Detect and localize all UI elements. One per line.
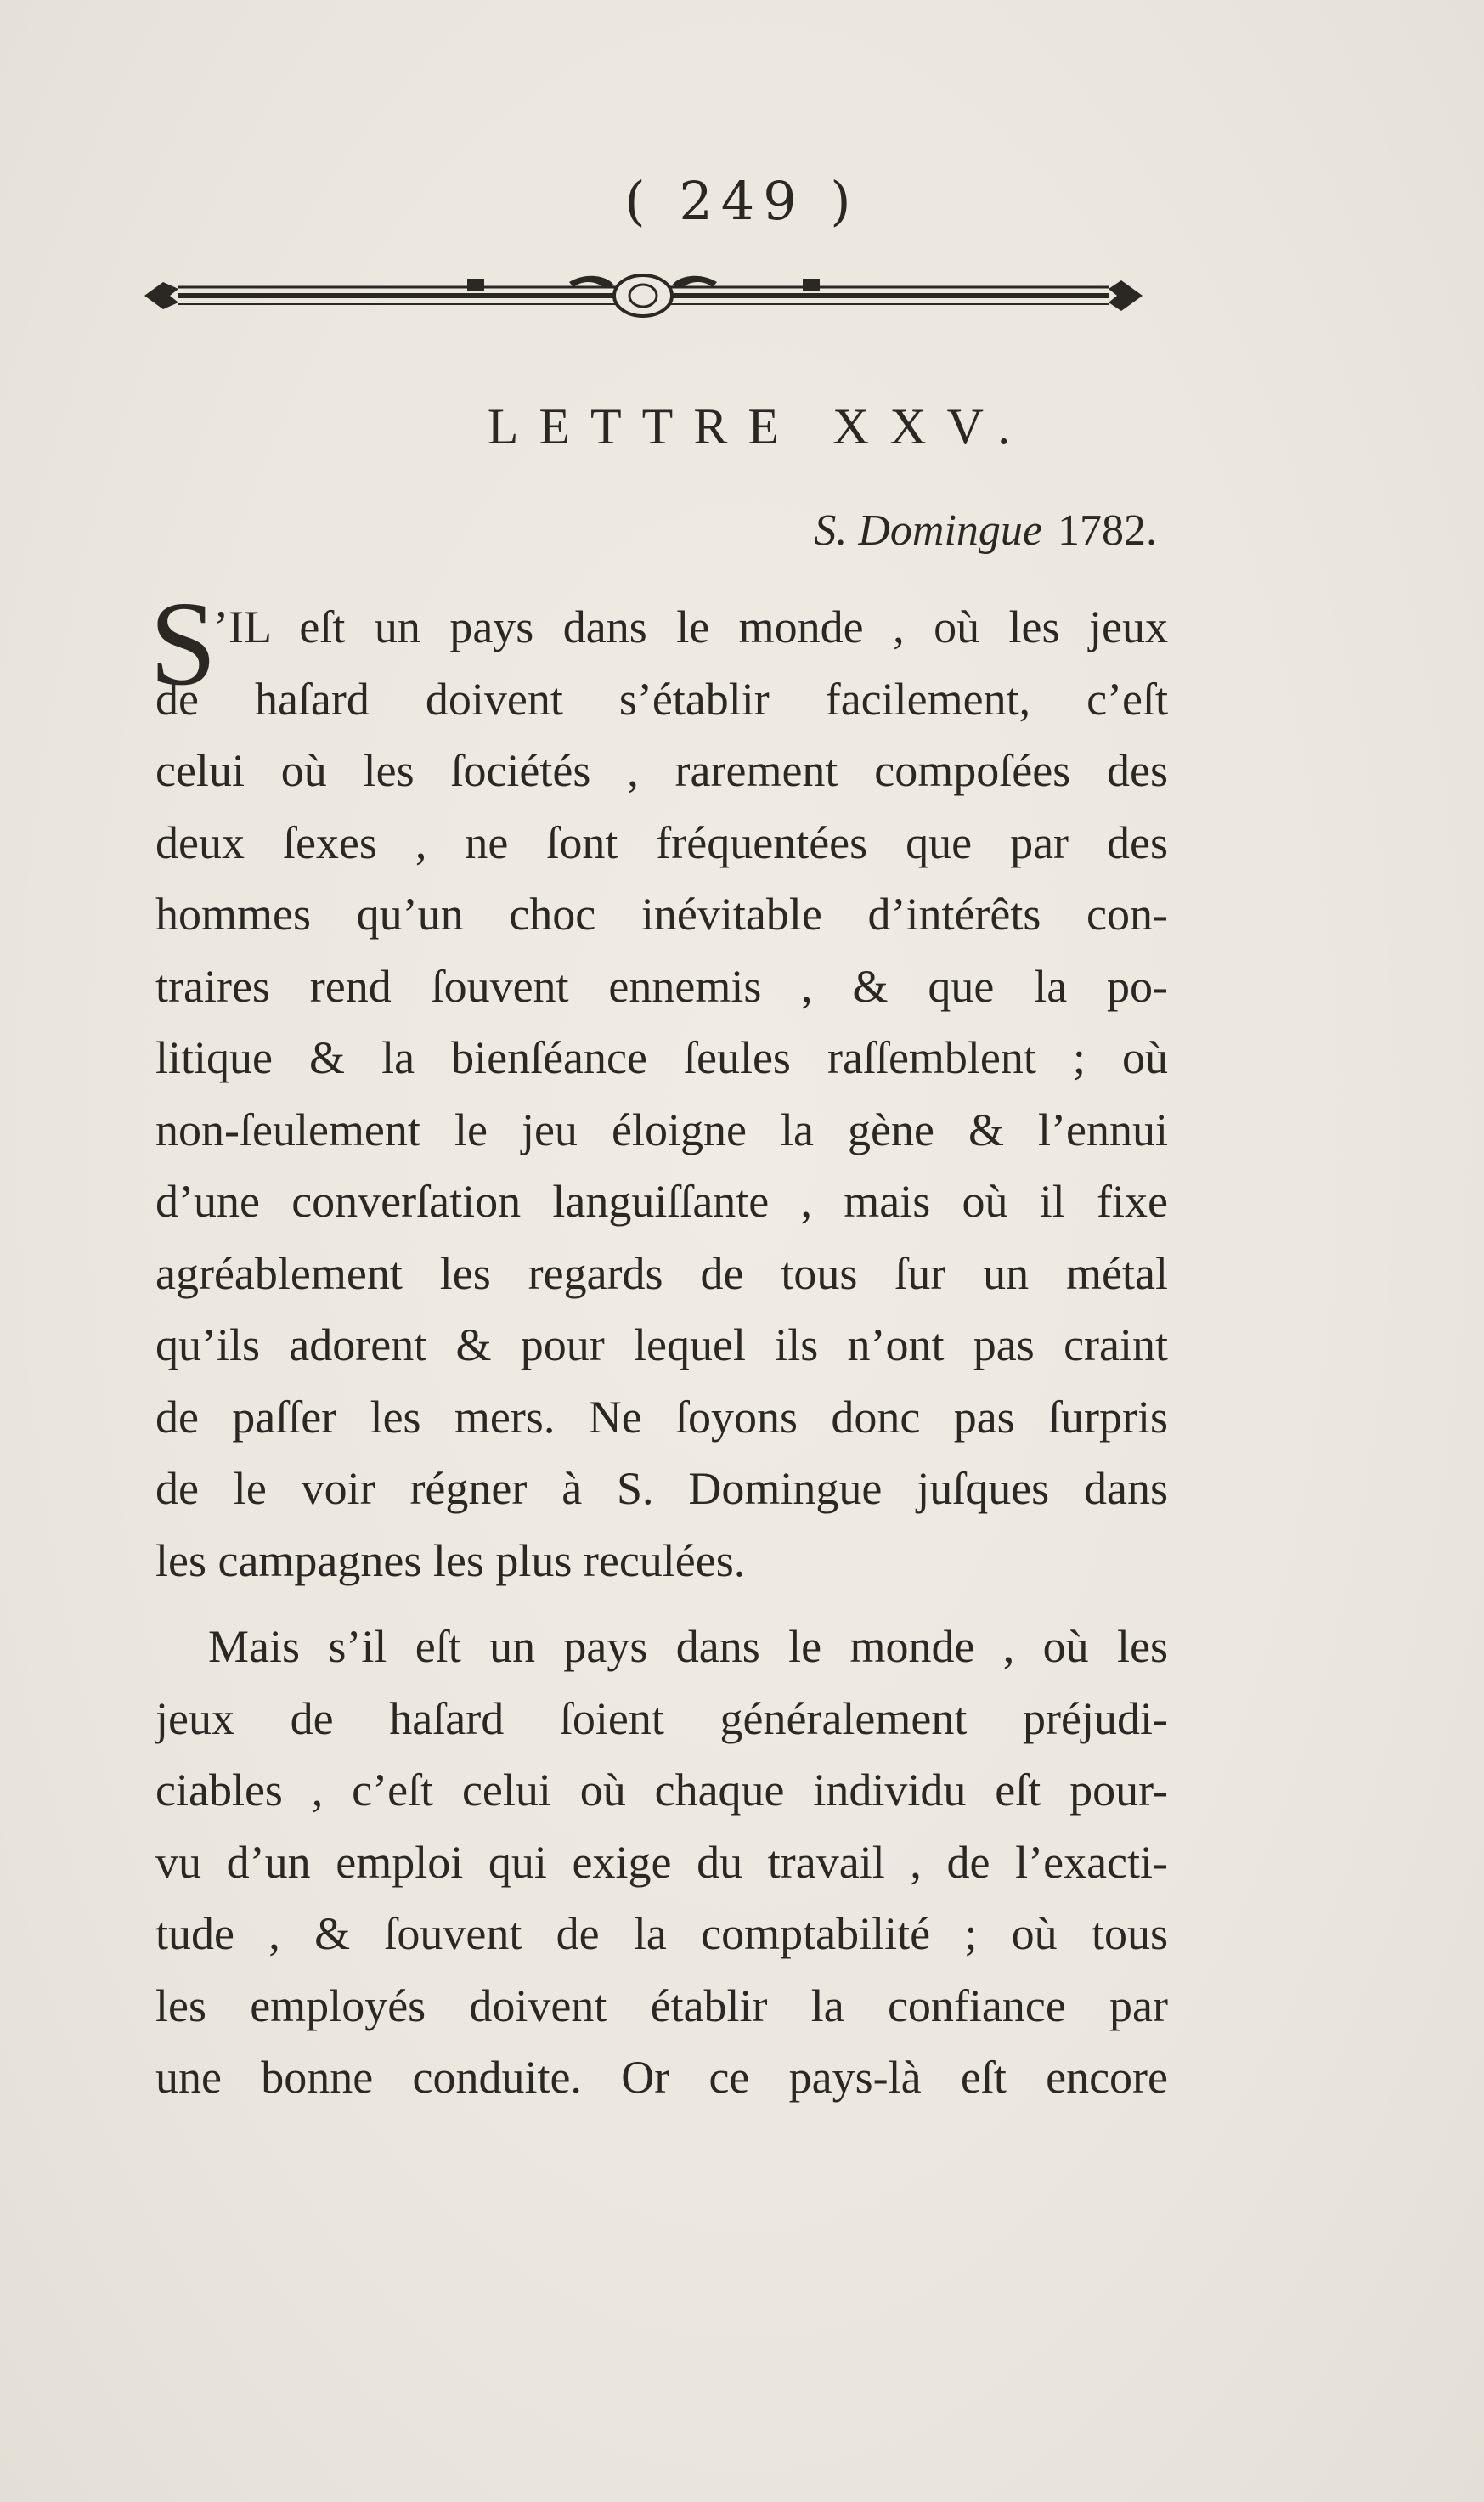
text-line: non-ſeulement le jeu éloigne la gène & l’ennui [155,1104,1168,1155]
text-line: vu d’un emploi qui exige du travail , de l’exacti- [155,1836,1168,1888]
text-line: litique & la bienſéance ſeules raſſemblent ; où [155,1032,1168,1083]
head-ornament [144,270,1143,319]
text-line: une bonne conduite. Or ce pays-là eſt encore [155,2052,1168,2103]
dateline-year: 1782. [1058,506,1157,555]
paragraph-1 [155,591,1168,1596]
drop-cap: S [150,576,217,710]
text-line: ’IL eſt un pays dans le monde , où les jeux [213,601,1168,652]
text-line: de haſard doivent s’établir facilement, c’eſt [155,673,1168,725]
text-line: deux ſexes , ne ſont fréquentées que par des [155,816,1168,868]
text-line: hommes qu’un choc inévitable d’intérêts con- [155,889,1168,940]
text-line: qu’ils adorent & pour lequel ils n’ont pas craint [155,1319,1168,1370]
text-line: les campagnes les plus reculées. [155,1534,746,1586]
text-line: Mais s’il eſt un pays dans le monde , où les [208,1621,1168,1672]
text-line: tude , & ſouvent de la comptabilité ; où tous [155,1908,1168,1959]
text-line: jeux de haſard ſoient généralement préjudi- [155,1692,1168,1744]
text-line: ciables , c’eſt celui où chaque individu eſt pour- [155,1765,1168,1816]
text-line: traires rend ſouvent ennemis , & que la po- [155,960,1168,1012]
text-line: celui où les ſociétés , rarement compoſées des [155,745,1168,796]
text-line: d’une converſation languiſſante , mais où il fixe [155,1176,1168,1227]
paragraph-2 [155,1611,1168,2114]
dateline-place: S. Domingue [814,506,1042,555]
text-line: les employés doivent établir la confiance par [155,1980,1168,2031]
text-line: de paſſer les mers. Ne ſoyons donc pas ſurpris [155,1391,1168,1443]
dateline [814,505,1157,556]
text-line: de le voir régner à S. Domingue juſques dans [155,1463,1168,1514]
page-number: ( 249 ) [624,170,860,232]
chapter-title: LETTRE XXV. [487,398,1031,455]
text-line: agréablement les regards de tous ſur un métal [155,1247,1168,1299]
